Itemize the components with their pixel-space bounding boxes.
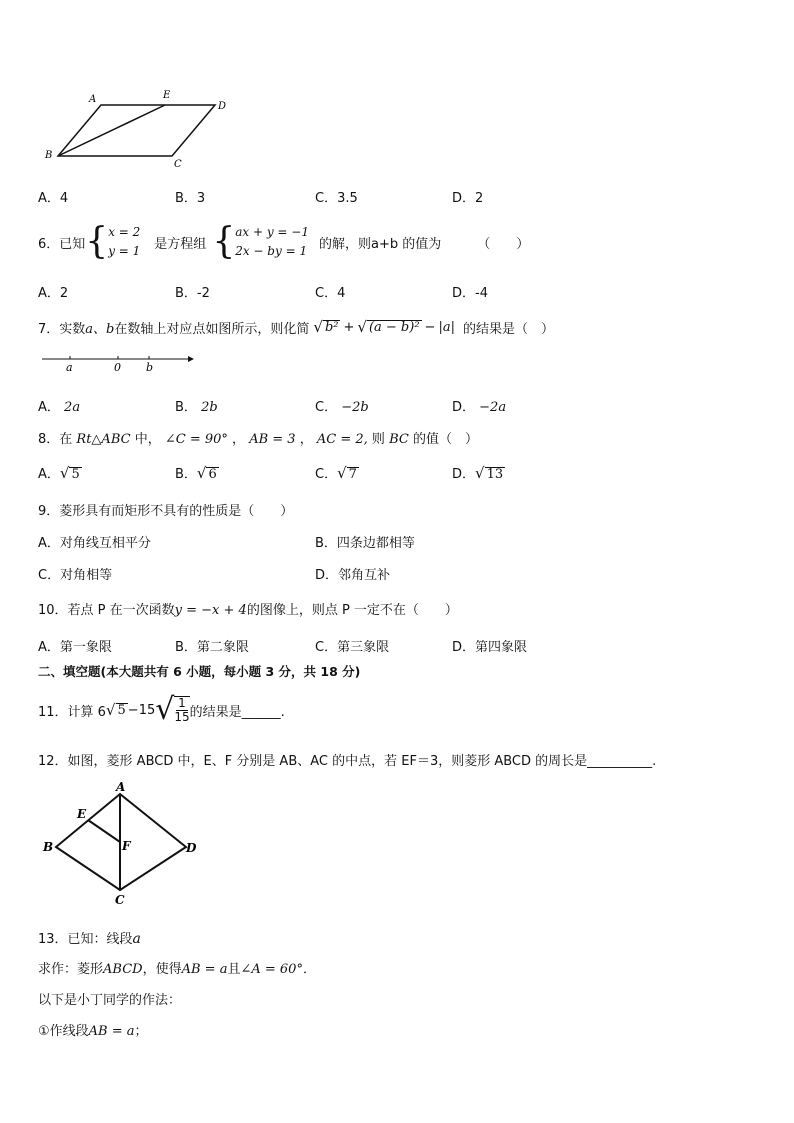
axis-label-0: 0 xyxy=(114,361,121,374)
q7-prefix: 7．实数 xyxy=(38,321,86,337)
q10-function: y = −x + 4 xyxy=(174,603,247,618)
rhombus-figure xyxy=(38,780,208,910)
q9-stem: 9．菱形具有而矩形不具有的性质是（ ） xyxy=(38,504,294,519)
system-2 xyxy=(235,223,309,261)
q5-option-a[interactable]: A．4 xyxy=(38,191,69,206)
q13-line1: 13．已知：线段a xyxy=(38,931,141,947)
q7-option-a[interactable]: A． 2a xyxy=(38,400,81,415)
q9-option-c[interactable]: C．对角相等 xyxy=(38,568,113,583)
arrow-right-icon xyxy=(188,356,194,362)
q13-line3: 以下是小丁同学的作法： xyxy=(38,993,182,1008)
parallelogram-figure xyxy=(38,85,238,170)
q6-option-a[interactable]: A．2 xyxy=(38,286,69,301)
q10-option-a[interactable]: A．第一象限 xyxy=(38,640,112,655)
parallelogram-outline xyxy=(58,105,215,156)
axis-label-b: b xyxy=(146,361,154,374)
system-1-eq2: y = 1 xyxy=(108,244,141,258)
q7-vars: a、b xyxy=(85,321,115,337)
q6-option-b[interactable]: B．-2 xyxy=(175,286,210,301)
system-1-eq1: x = 2 xyxy=(108,225,141,239)
q8-ac: AC = 2, xyxy=(316,432,368,447)
q5-option-b[interactable]: B．3 xyxy=(175,191,206,206)
svg-text:D: D xyxy=(186,841,197,855)
q10-option-d[interactable]: D．第四象限 xyxy=(452,640,528,655)
q11-denominator: 15 xyxy=(174,710,190,724)
system-1 xyxy=(108,223,140,261)
q6-option-c[interactable]: C．4 xyxy=(315,286,346,301)
q9-option-a[interactable]: A．对角线互相平分 xyxy=(38,536,151,551)
svg-text:E: E xyxy=(77,807,87,821)
q6-stem xyxy=(38,222,529,262)
q9-option-b[interactable]: B．四条边都相等 xyxy=(315,536,415,551)
svg-text:B: B xyxy=(43,840,54,854)
label-a: A xyxy=(89,94,97,105)
q7-sqrt2: (a − b)² xyxy=(368,319,420,335)
brace-2: { xyxy=(212,221,236,262)
q9-option-d[interactable]: D．邻角互补 xyxy=(315,568,391,583)
q8-option-d[interactable]: D．√ 13 xyxy=(452,464,504,482)
section-heading-fill-in: 二、填空题(本大题共有 6 小题，每小题 3 分，共 18 分) xyxy=(38,664,361,679)
sqrt-icon: √ xyxy=(155,692,175,727)
q12-stem: 12．如图，菱形 ABCD 中，E、F 分别是 AB、AC 的中点，若 EF＝3，则菱形 ABCD 的周长是__________. xyxy=(38,754,657,769)
q8-suffix: 的值（ ） xyxy=(412,432,478,447)
q7-suffix: 的结果是（ ） xyxy=(462,321,554,337)
sqrt-icon: √ xyxy=(357,318,367,336)
label-d: D xyxy=(218,101,227,112)
q10-option-b[interactable]: B．第二象限 xyxy=(175,640,249,655)
axis-label-a: a xyxy=(66,361,73,374)
system-2-eq1: ax + y = −1 xyxy=(235,225,309,239)
q8-angle: ∠C = 90° xyxy=(164,432,228,447)
q7-stem: 7．实数 a、b 在数轴上对应点如图所示，则化简 √ b² + √ (a − b)² − |a| 的结果是（ ） xyxy=(38,318,554,337)
q11-stem: 11．计算 6 √ 5 −15 √ $\frac{1}{15}$ 的结果是______. xyxy=(38,692,285,727)
q8-prefix: 8．在 xyxy=(38,432,73,447)
svg-text:F: F xyxy=(122,839,131,853)
q7-sqrt1: b² xyxy=(324,319,339,335)
sqrt-icon: √ xyxy=(313,318,323,336)
brace-1: { xyxy=(85,221,109,262)
q7-minus: − xyxy=(424,319,436,335)
q8-bc: BC xyxy=(389,432,409,447)
q7-mid: 在数轴上对应点如图所示，则化简 xyxy=(114,321,310,337)
q5-option-d[interactable]: D．2 xyxy=(452,191,484,206)
q6-prefix: 6．已知 xyxy=(38,236,86,252)
q8-ab: AB = 3 xyxy=(249,432,296,447)
q13-line4: ①作线段AB = a； xyxy=(38,1024,148,1039)
segment-be xyxy=(58,105,165,156)
q10-option-c[interactable]: C．第三象限 xyxy=(315,640,390,655)
q7-abs: |a| xyxy=(438,319,455,335)
svg-text:C: C xyxy=(115,893,125,907)
q13-line2: 求作：菱形ABCD，使得AB = a且∠A = 60°． xyxy=(38,962,316,977)
q6-option-d[interactable]: D．-4 xyxy=(452,286,488,301)
sqrt-icon: √ xyxy=(105,701,116,719)
q7-option-b[interactable]: B． 2b xyxy=(175,400,218,415)
label-e: E xyxy=(163,90,171,101)
q8-option-a[interactable]: A．√ 5 xyxy=(38,464,80,482)
q6-paren: （ ） xyxy=(477,236,530,252)
label-b: B xyxy=(45,150,53,161)
system-2-eq2: 2x − by = 1 xyxy=(235,244,308,258)
q5-option-c[interactable]: C．3.5 xyxy=(315,191,358,206)
q7-option-c[interactable]: C． −2b xyxy=(315,400,369,415)
svg-text:A: A xyxy=(116,780,126,794)
number-line xyxy=(38,350,198,376)
q10-stem: 10．若点 P 在一次函数y = −x + 4的图像上，则点 P 一定不在（ ） xyxy=(38,603,458,618)
q8-stem: 8．在 Rt△ABC 中， ∠C = 90° ， AB = 3 ， AC = 2, 则 BC 的值（ ） xyxy=(38,432,478,447)
label-c: C xyxy=(174,159,182,170)
q11-numerator: 1 xyxy=(178,696,186,710)
q8-triangle: Rt△ABC xyxy=(76,432,131,447)
q6-mid: 是方程组 xyxy=(154,236,207,252)
q8-option-b[interactable]: B．√ 6 xyxy=(175,464,217,482)
q6-suffix: 的解，则a+b 的值为 xyxy=(318,236,442,252)
q8-option-c[interactable]: C．√ 7 xyxy=(315,464,357,482)
q7-option-d[interactable]: D． −2a xyxy=(452,400,507,415)
segment-ef xyxy=(88,820,120,842)
